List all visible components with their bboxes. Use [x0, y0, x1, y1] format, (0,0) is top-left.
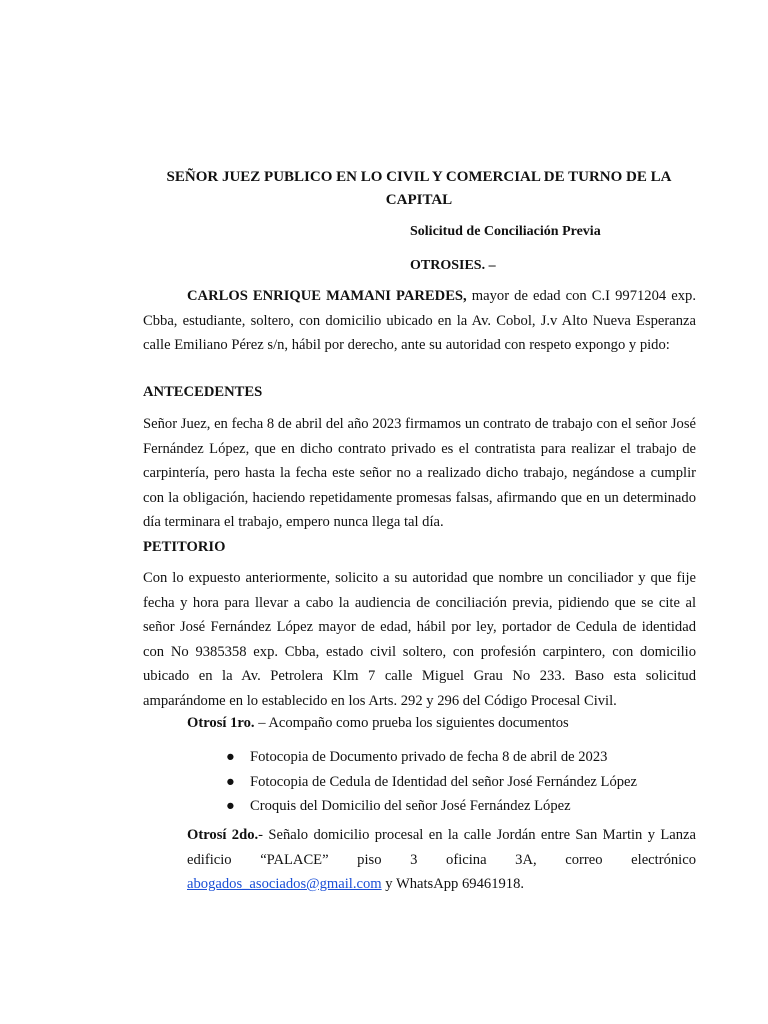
- otrosi1-paragraph: [187, 711, 696, 736]
- otrosi1-label: Otrosí 1ro.: [187, 715, 255, 731]
- otrosi2-label: Otrosí 2do.: [187, 827, 259, 843]
- antecedentes-paragraph: Señor Juez, en fecha 8 de abril del año 2023 firmamos un contrato de trabajo con el señor José Fernández López, que en dicho contrato privado es el contratista para realizar el trabajo de carpintería, pero hasta la fecha este señor no a realizado dicho trabajo, negándose a cumplir con la obligación, haciendo repetidamente promesas falsas, afirmando que en un determinado día terminara el trabajo, empero nunca llega tal día.: [143, 416, 696, 530]
- bullet-icon: ●: [226, 749, 235, 765]
- otrosi2-paragraph: [187, 823, 696, 897]
- otrosi2-line: [187, 872, 696, 897]
- otrosi2-line1: - Señalo domicilio procesal en la calle Jordán entre San Martin y Lanza: [258, 827, 696, 843]
- list-item: [226, 794, 637, 819]
- email-link[interactable]: abogados_asociados@gmail.com: [187, 876, 382, 892]
- list-item-text: Croquis del Domicilio del señor José Fernández López: [250, 798, 571, 814]
- otrosi1-text: – Acompaño como prueba los siguientes documentos: [254, 715, 569, 731]
- document-subtitle: Solicitud de Conciliación Previa: [410, 224, 601, 239]
- intro-paragraph: [143, 284, 696, 358]
- petitorio-paragraph: Con lo expuesto anteriormente, solicito a su autoridad que nombre un conciliador y que fije fecha y hora para llevar a cabo la audiencia de conciliación previa, pidiendo que se cite al señor José Fernández López mayor de edad, hábil por ley, portador de Cedula de identidad con No 9385358 exp. Cbba, estado civil soltero, con profesión carpintero, con domicilio ubicado en la Av. Petrolera Klm 7 calle Miguel Grau No 233. Baso esta solicitud amparándome en lo establecido en los Arts. 292 y 296 del Código Procesal Civil.: [143, 570, 696, 709]
- petitioner-name: CARLOS ENRIQUE MAMANI PAREDES,: [187, 288, 467, 304]
- bullet-icon: ●: [226, 798, 235, 814]
- evidence-list: [226, 745, 637, 819]
- otrosi2-tail: y WhatsApp 69461918.: [381, 876, 525, 892]
- intro-text: mayor de edad con C.I 9971204 exp. Cbba, estudiante, soltero, con domicilio ubicado en la Av. Cobol, J.v Alto Nueva Esperanza calle Emiliano Pérez s/n, hábil por derecho, ante su autoridad con respeto expongo y pido:: [143, 288, 696, 353]
- list-item-text: Fotocopia de Documento privado de fecha 8 de abril de 2023: [250, 749, 608, 765]
- otrosies-heading: OTROSIES. –: [410, 258, 496, 273]
- antecedentes-heading: ANTECEDENTES: [143, 384, 263, 400]
- list-item: [226, 745, 637, 770]
- document-title: SEÑOR JUEZ PUBLICO EN LO CIVIL Y COMERCIAL DE TURNO DE LA CAPITAL: [166, 169, 672, 208]
- bullet-icon: ●: [226, 773, 235, 790]
- otrosi2-line: edificio “PALACE” piso 3 oficina 3A, correo electrónico: [187, 851, 696, 868]
- list-item-text: Fotocopia de Cedula de Identidad del señor José Fernández López: [250, 773, 638, 790]
- list-item: [226, 770, 637, 795]
- otrosi2-line: [187, 823, 696, 848]
- petitorio-heading: PETITORIO: [143, 539, 226, 555]
